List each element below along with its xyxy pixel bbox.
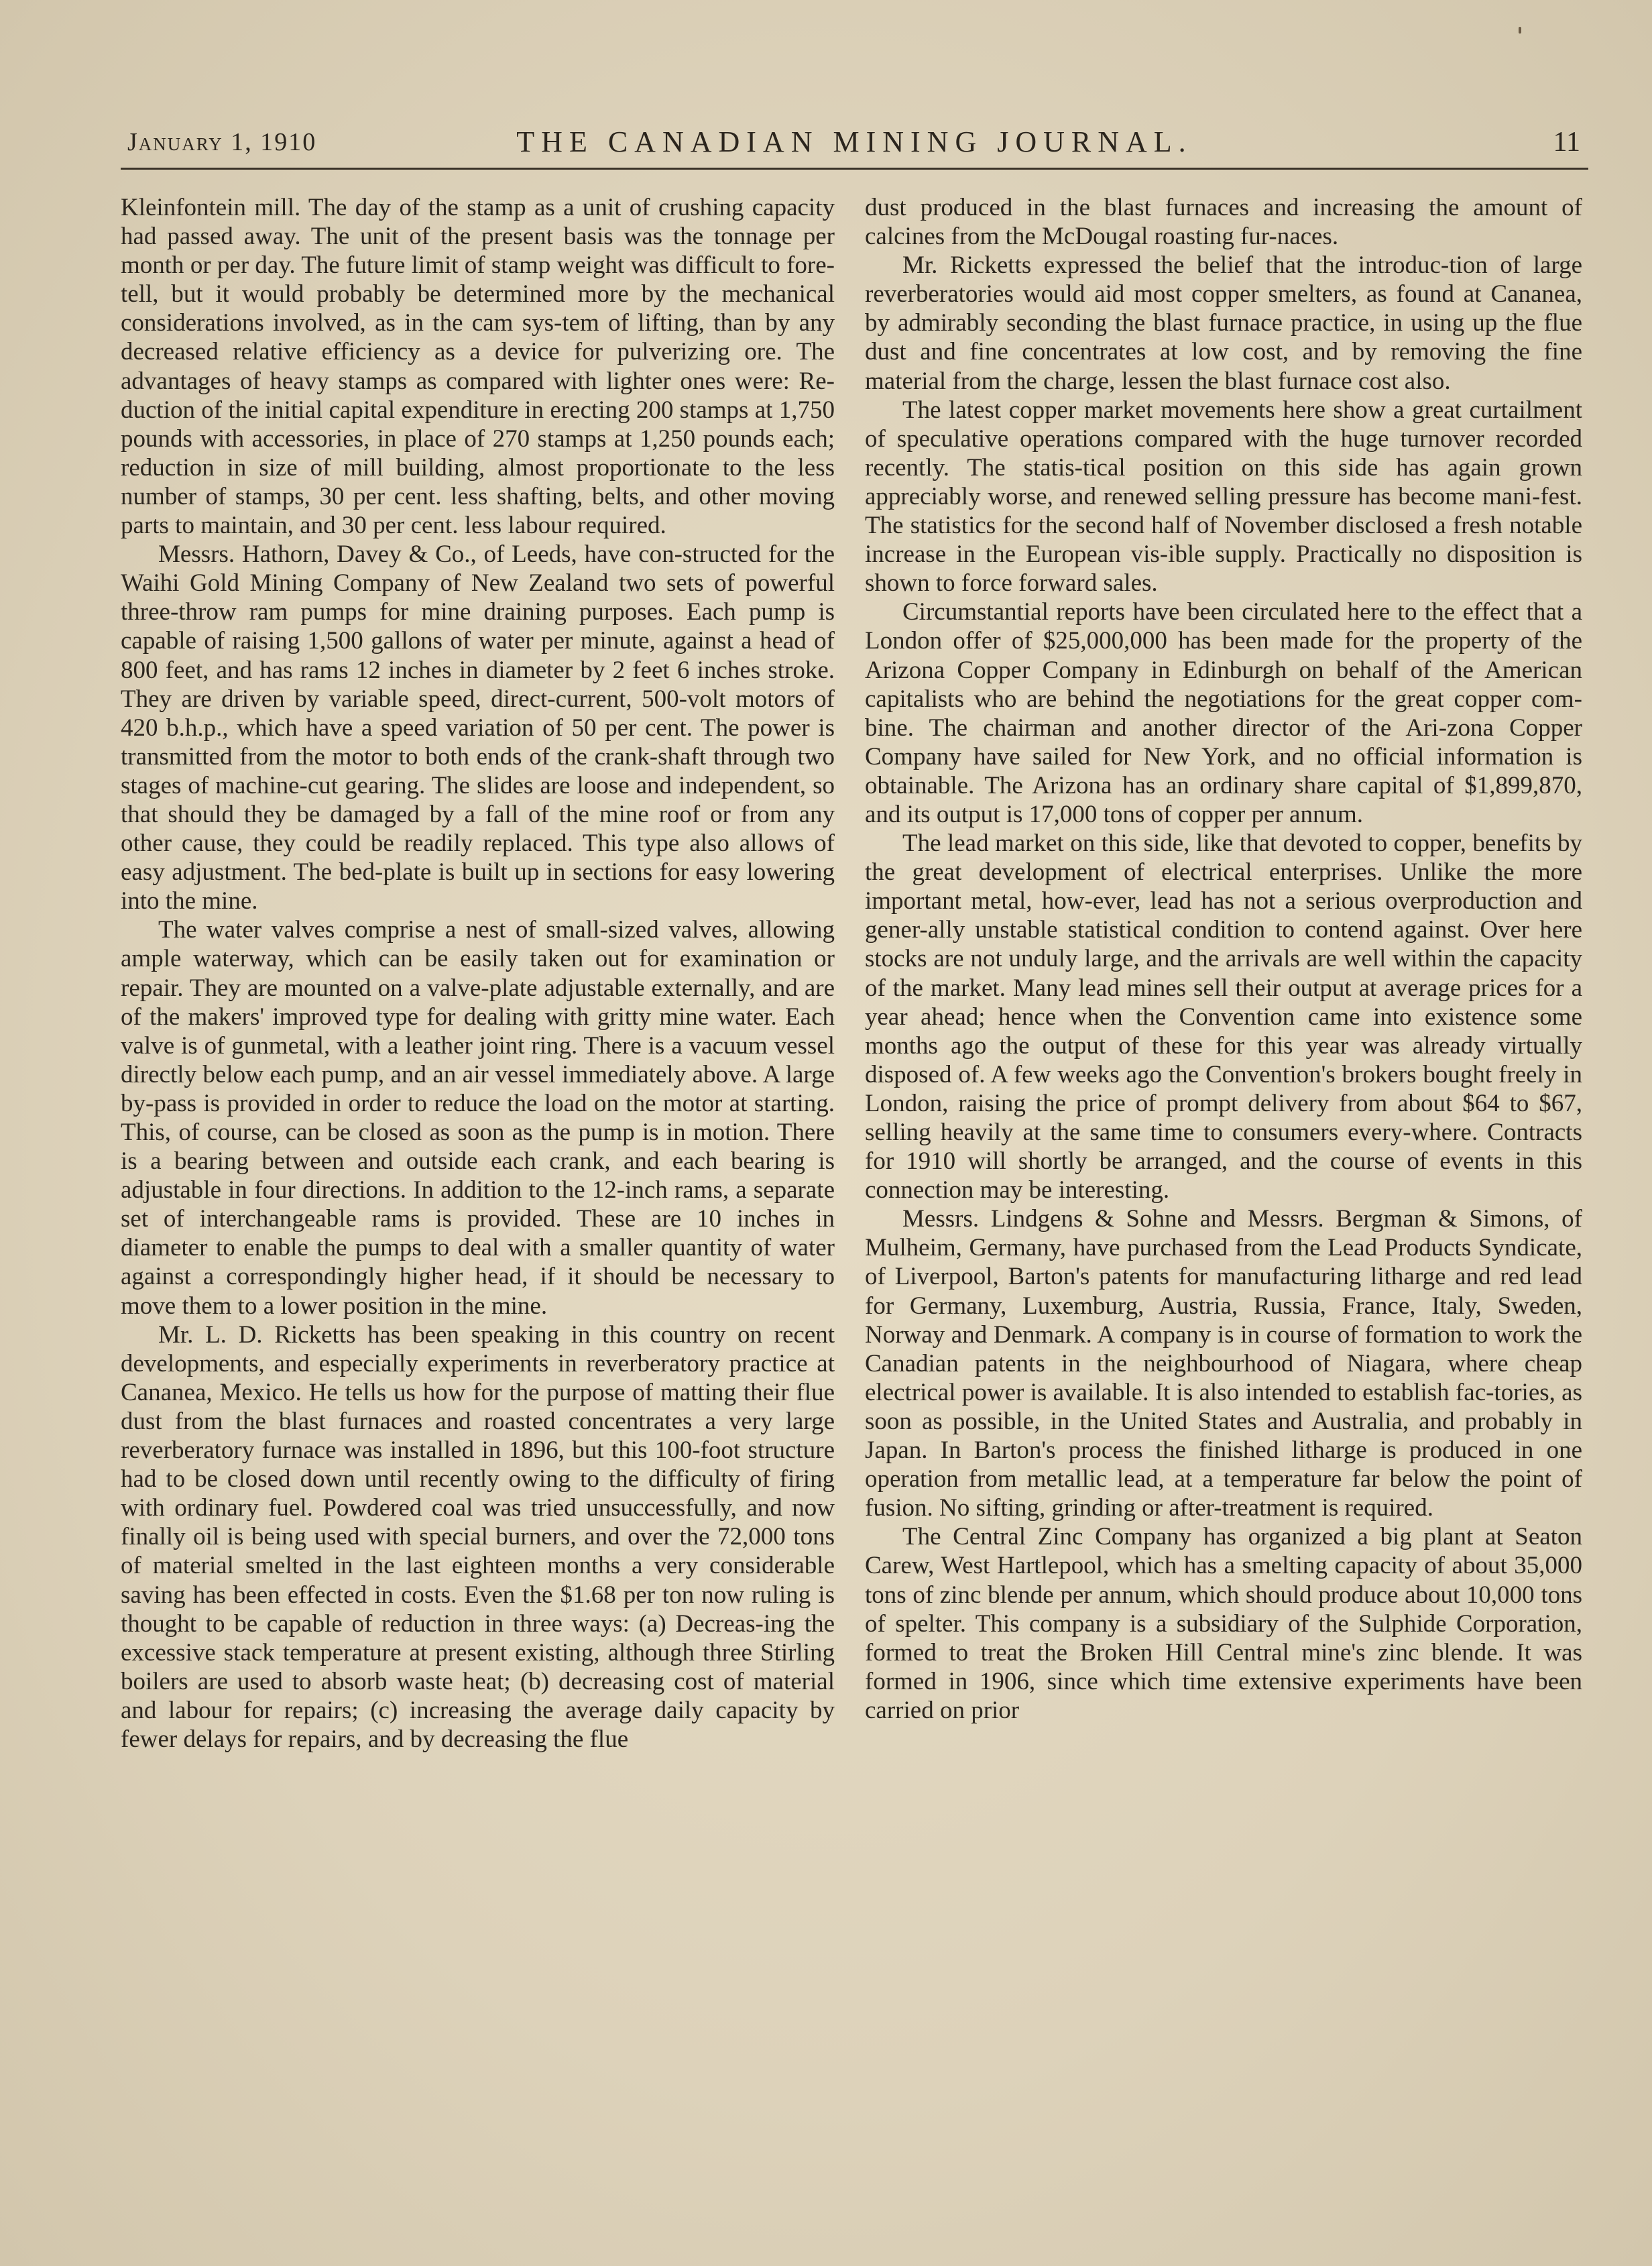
paragraph-reverberatories: Mr. Ricketts expressed the belief that the introduc-tion of large reverberatories would aid most copper smelters, as found at Cananea, by admirably seconding the blast furnace practice, in using up the flue dust and fine concentrates at low cost, and by removing the fine material from the charge, lessen the blast furnace cost also. [865,251,1582,395]
right-column [865,193,1582,2218]
page-header [121,121,1588,170]
paragraph-arizona-copper: Circumstantial reports have been circulated here to the effect that a London offer of $25,000,000 has been made for the property of the Arizona Copper Company in Edinburgh on behalf of the American capitalists who are behind the negotiations for the great copper com-bine. The chairman and another director of the Ari-zona Copper Company have sailed for New York, and no official information is obtainable. The Arizona has an ordinary share capital of $1,899,870, and its output is 17,000 tons of copper per annum. [865,598,1582,828]
paragraph-copper-market: The latest copper market movements here show a great curtailment of speculative operations compared with the huge turnover recorded recently. The statis-tical position on this side has again grown appreciably worse, and renewed selling pressure has become mani-fest. The statistics for the second half of November disclosed a fresh notable increase in the European vis-ible supply. Practically no disposition is shown to force forward sales. [865,396,1582,598]
paragraph-ricketts-cananea: Mr. L. D. Ricketts has been speaking in this country on recent developments, and especially experiments in reverberatory practice at Cananea, Mexico. He tells us how for the purpose of matting their flue dust from the blast furnaces and roasted concentrates a very large reverberatory furnace was installed in 1896, but this 100-foot structure had to be closed down until recently owing to the difficulty of firing with ordinary fuel. Powdered coal was tried unsuccessfully, and now finally oil is being used with special burners, and over the 72,000 tons of material smelted in the last eighteen months a very considerable saving has been effected in costs. Even the $1.68 per ton now ruling is thought to be capable of reduction in three ways: (a) Decreas-ing the excessive stack temperature at present existing, although three Stirling boilers are used to absorb waste heat; (b) decreasing cost of material and labour for repairs; (c) increasing the average daily capacity by fewer delays for repairs, and by decreasing the flue [121,1320,835,1753]
paragraph-water-valves: The water valves comprise a nest of small-sized valves, allowing ample waterway, which can be easily taken out for examination or repair. They are mounted on a valve-plate adjustable externally, and are of the makers' improved type for dealing with gritty mine water. Each valve is of gunmetal, with a leather joint ring. There is a vacuum vessel directly below each pump, and an air vessel immediately above. A large by-pass is provided in order to reduce the load on the motor at starting. This, of course, can be closed as soon as the pump is in motion. There is a bearing between and outside each crank, and each bearing is adjustable in four directions. In addition to the 12-inch rams, a separate set of interchangeable rams is provided. These are 10 inches in diameter to enable the pumps to deal with a smaller quantity of water against a correspondingly higher head, if it should be necessary to move them to a lower position in the mine. [121,916,835,1320]
paragraph-waihi-pumps: Messrs. Hathorn, Davey & Co., of Leeds, have con-structed for the Waihi Gold Mining Company of New Zealand two sets of powerful three-throw ram pumps for mine draining purposes. Each pump is capable of raising 1,500 gallons of water per minute, against a head of 800 feet, and has rams 12 inches in diameter by 2 feet 6 inches stroke. They are driven by variable speed, direct-current, 500-volt motors of 420 b.h.p., which have a speed variation of 50 per cent. The power is transmitted from the motor to both ends of the crank-shaft through two stages of machine-cut gearing. The slides are loose and independent, so that should they be damaged by a fall of the mine roof or from any other cause, they could be readily replaced. This type also allows of easy adjustment. The bed-plate is built up in sections for easy lowering into the mine. [121,541,835,915]
paragraph-barton-patents: Messrs. Lindgens & Sohne and Messrs. Bergman & Simons, of Mulheim, Germany, have purchased from the Lead Products Syndicate, of Liverpool, Barton's patents for manufacturing litharge and red lead for Germany, Luxemburg, Austria, Russia, France, Italy, Sweden, Norway and Denmark. A company is in course of formation to work the Canadian patents in the neighbourhood of Niagara, where cheap electrical power is available. It is also intended to establish fac-tories, as soon as possible, in the United States and Australia, and probably in Japan. In Barton's process the finished litharge is produced in one operation from metallic lead, at a temperature far below the point of fusion. No sifting, grinding or after-treatment is required. [865,1205,1582,1522]
paragraph-lead-market: The lead market on this side, like that devoted to copper, benefits by the great development of electrical enterprises. Unlike the more important metal, how-ever, lead has not a serious overproduction and gener-ally unstable statistical condition to contend against. Over here stocks are not unduly large, and the arrivals are well within the capacity of the market. Many lead mines sell their output at average prices for a year ahead; hence when the Convention came into existence some months ago the output of these for this year was already virtually disposed of. A few weeks ago the Convention's brokers bought freely in London, raising the price of prompt delivery from about $64 to $67, selling heavily at the same time to consumers every-where. Contracts for 1910 will shortly be arranged, and the course of events in this connection may be interesting. [865,830,1582,1204]
paragraph-stamp-mill: Kleinfontein mill. The day of the stamp as a unit of crushing capacity had passed away. The unit of the present basis was the tonnage per month or per day. The future limit of stamp weight was difficult to fore-tell, but it would probably be determined more by the mechanical considerations involved, as in the cam sys-tem of lifting, than by any decreased relative efficiency as a device for pulverizing ore. The advantages of heavy stamps as compared with lighter ones were: Re-duction of the initial capital expenditure in erecting 200 stamps at 1,750 pounds with accessories, in place of 270 stamps at 1,250 pounds each; reduction in size of mill building, almost proportionate to the less number of stamps, 30 per cent. less shafting, belts, and other moving parts to maintain, and 30 per cent. less labour required. [121,194,835,540]
issue-date: January 1, 1910 [127,128,317,156]
paragraph-flue-dust-cont: dust produced in the blast furnaces and increasing the amount of calcines from the McDougal roasting fur-naces. [865,194,1582,251]
page-number: 11 [1553,127,1580,158]
paper-speck [1519,27,1521,34]
paragraph-central-zinc: The Central Zinc Company has organized a big plant at Seaton Carew, West Hartlepool, which has a smelting capacity of about 35,000 tons of zinc blende per annum, which should produce about 10,000 tons of spelter. This company is a subsidiary of the Sulphide Corporation, formed to treat the Broken Hill Central mine's zinc blende. It was formed in 1906, since which time extensive experiments have been carried on prior [865,1523,1582,1724]
journal-title: THE CANADIAN MINING JOURNAL. [516,125,1193,158]
left-column [121,193,835,2218]
